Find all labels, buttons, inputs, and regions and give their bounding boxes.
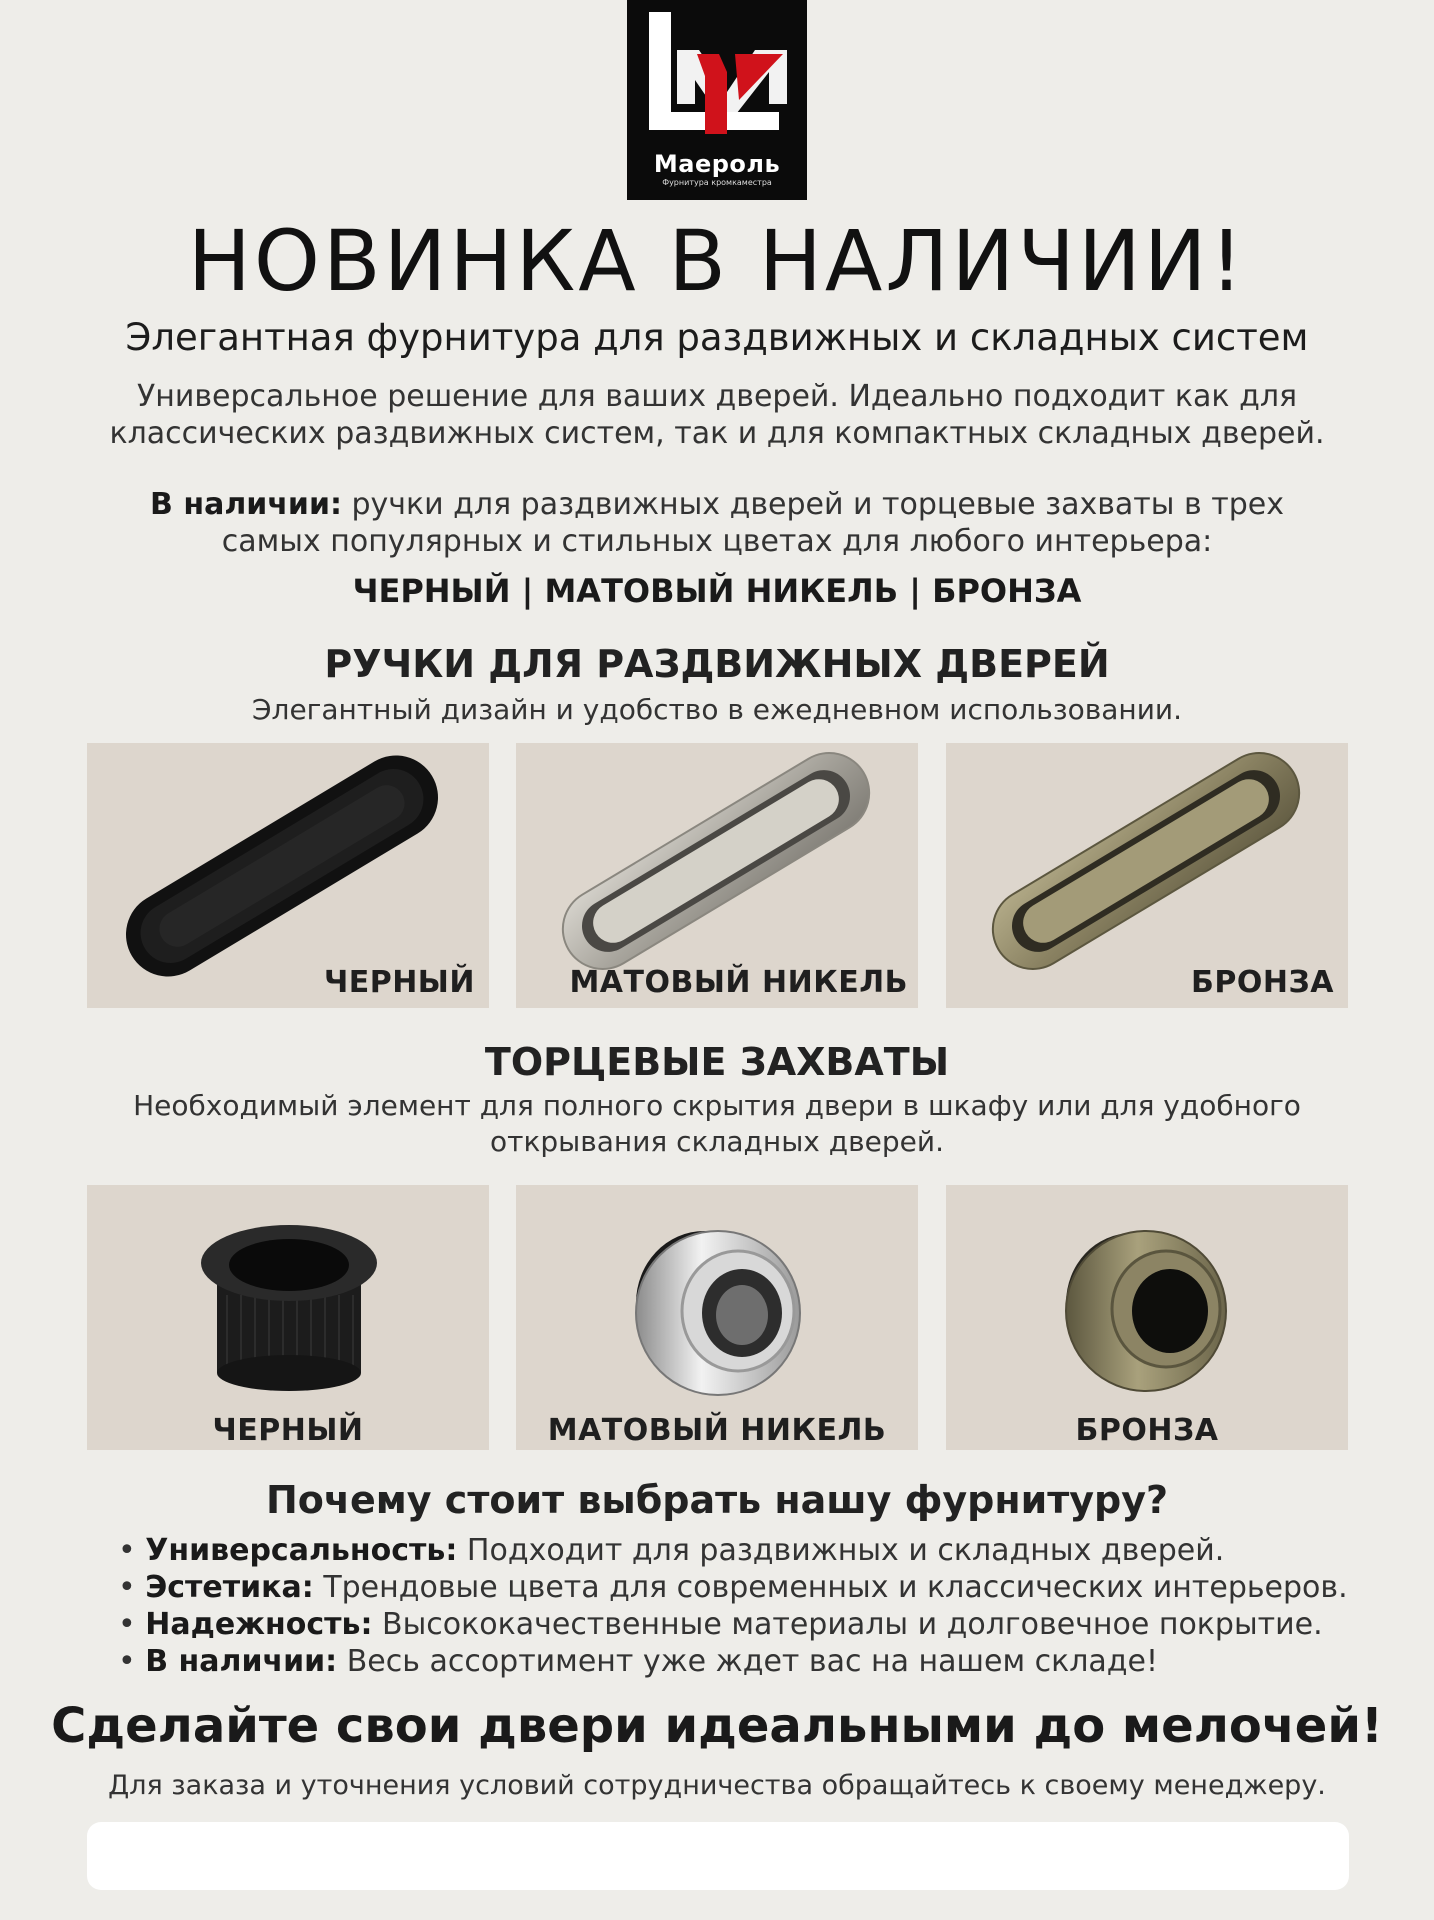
availability-line2: самых популярных и стильных цветах для любого интерьера: — [221, 524, 1213, 559]
tile-label: БРОНЗА — [1075, 1413, 1219, 1448]
logo-tagline: Фурнитура кромкаместра — [662, 178, 772, 187]
page-headline: НОВИНКА В НАЛИЧИИ! — [187, 212, 1247, 310]
tile-label: ЧЕРНЫЙ — [323, 965, 475, 1000]
list-item: • Универсальность: Подходит для раздвижных и складных дверей. — [118, 1533, 1225, 1568]
product-tile-pull-bronze — [946, 1185, 1348, 1450]
pull-bronze-icon — [946, 1185, 1348, 1450]
benefit-term: Универсальность: — [145, 1533, 458, 1568]
tile-label: МАТОВЫЙ НИКЕЛЬ — [547, 1413, 887, 1448]
page-subheadline: Элегантная фурнитура для раздвижных и складных систем — [125, 316, 1309, 359]
tile-label: БРОНЗА — [1191, 965, 1334, 1000]
pulls-subtitle-line: Необходимый элемент для полного скрытия двери в шкафу или для удобного — [133, 1089, 1301, 1122]
benefit-term: Эстетика: — [145, 1570, 314, 1605]
tile-label: ЧЕРНЫЙ — [212, 1413, 364, 1448]
product-tile-pull-black — [87, 1185, 489, 1450]
product-tile-handle-black — [87, 743, 489, 1008]
list-item: • Надежность: Высококачественные материалы и долговечное покрытие. — [118, 1607, 1323, 1642]
contact-note: Для заказа и уточнения условий сотрудничества обращайтесь к своему менеджеру. — [108, 1770, 1326, 1801]
logo-brand-name: Маероль — [653, 150, 781, 178]
benefit-text: Подходит для раздвижных и складных дверей. — [457, 1533, 1225, 1568]
benefits-list — [118, 1532, 1358, 1680]
availability-line1: ручки для раздвижных дверей и торцевые захваты в трех — [341, 487, 1284, 522]
colors-line: ЧЕРНЫЙ | МАТОВЫЙ НИКЕЛЬ | БРОНЗА — [352, 572, 1082, 610]
product-tile-handle-bronze — [946, 743, 1348, 1008]
benefit-term: В наличии: — [145, 1644, 338, 1679]
call-to-action: Сделайте свои двери идеальными до мелочей! — [51, 1698, 1383, 1754]
contact-box — [87, 1822, 1349, 1890]
pulls-section-subtitle — [0, 1088, 1434, 1160]
benefit-text: Трендовые цвета для современных и классических интерьеров. — [313, 1570, 1348, 1605]
tile-label: МАТОВЫЙ НИКЕЛЬ — [569, 965, 908, 1000]
list-item: • Эстетика: Трендовые цвета для современных и классических интерьеров. — [118, 1570, 1348, 1605]
list-item: • В наличии: Весь ассортимент уже ждет вас на нашем складе! — [118, 1644, 1159, 1679]
availability-text — [0, 486, 1434, 560]
availability-lead: В наличии: — [150, 487, 342, 522]
why-section-title: Почему стоит выбрать нашу фурнитуру? — [265, 1478, 1169, 1522]
brand-logo — [627, 0, 807, 200]
intro-line: классических раздвижных систем, так и для компактных складных дверей. — [109, 416, 1325, 451]
product-tile-handle-nickel — [516, 743, 918, 1008]
pull-nickel-icon — [516, 1185, 918, 1450]
intro-text — [0, 378, 1434, 452]
handles-section-title: РУЧКИ ДЛЯ РАЗДВИЖНЫХ ДВЕРЕЙ — [324, 642, 1110, 686]
handles-section-subtitle: Элегантный дизайн и удобство в ежедневном использовании. — [252, 693, 1182, 726]
benefit-text: Высококачественные материалы и долговечное покрытие. — [372, 1607, 1323, 1642]
benefit-text: Весь ассортимент уже ждет вас на нашем складе! — [337, 1644, 1159, 1679]
intro-line: Универсальное решение для ваших дверей. Идеально подходит как для — [136, 379, 1298, 414]
pull-black-icon — [87, 1185, 489, 1450]
product-tile-pull-nickel — [516, 1185, 918, 1450]
benefit-term: Надежность: — [145, 1607, 373, 1642]
pulls-section-title: ТОРЦЕВЫЕ ЗАХВАТЫ — [484, 1040, 950, 1084]
pulls-subtitle-line: открывания складных дверей. — [490, 1125, 944, 1158]
